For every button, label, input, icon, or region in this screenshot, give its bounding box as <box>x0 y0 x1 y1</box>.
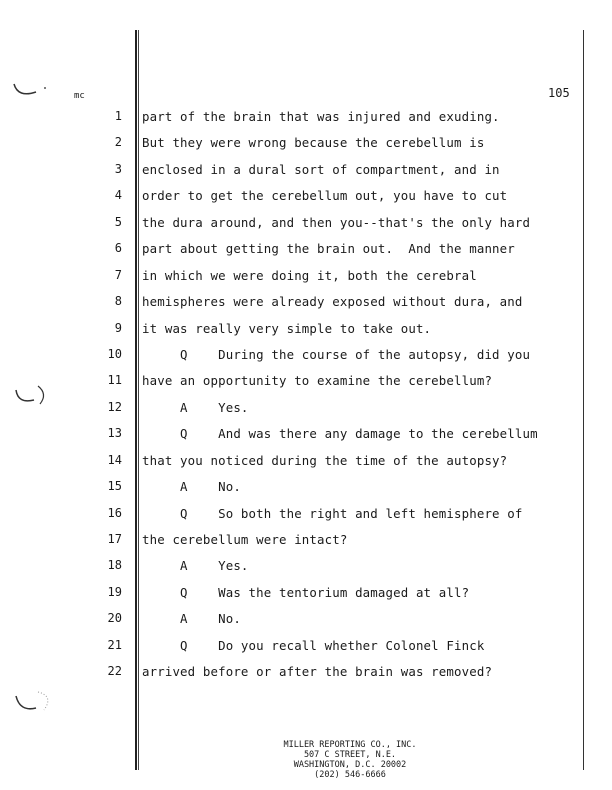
line-number: 19 <box>107 584 122 599</box>
transcript-line <box>0 212 612 238</box>
line-number: 12 <box>107 399 122 414</box>
transcript-line <box>0 423 612 449</box>
reporter-footer <box>200 740 500 780</box>
transcript-line <box>0 370 612 396</box>
line-text: Q And was there any damage to the cerebellum <box>142 426 538 442</box>
footer-street: 507 C STREET, N.E. <box>303 750 397 760</box>
line-text: order to get the cerebellum out, you have to cut <box>142 188 508 204</box>
transcript-body <box>0 106 612 688</box>
line-number: 8 <box>114 294 122 309</box>
line-number: 2 <box>114 135 122 150</box>
line-number: 18 <box>107 558 122 573</box>
line-text: have an opportunity to examine the cerebellum? <box>142 373 493 389</box>
transcript-line <box>0 450 612 476</box>
line-text: A No. <box>142 479 241 495</box>
line-text: A No. <box>142 611 241 627</box>
transcript-line <box>0 635 612 661</box>
line-number: 6 <box>114 241 122 256</box>
reporter-initials: mc <box>74 91 85 101</box>
line-text: it was really very simple to take out. <box>142 320 432 336</box>
line-text: But they were wrong because the cerebellum is <box>142 135 485 151</box>
line-number: 16 <box>107 505 122 520</box>
line-number: 9 <box>114 320 122 335</box>
line-text: Q Do you recall whether Colonel Finck <box>142 637 485 653</box>
punch-hole-mark-top <box>10 78 50 102</box>
transcript-line <box>0 555 612 581</box>
line-number: 7 <box>114 267 122 282</box>
line-text: part about getting the brain out. And the manner <box>142 241 515 257</box>
line-number: 5 <box>114 214 122 229</box>
line-text: arrived before or after the brain was removed? <box>142 664 493 680</box>
line-number: 1 <box>114 109 122 123</box>
page-number: 105 <box>548 86 570 100</box>
transcript-line <box>0 661 612 687</box>
transcript-line <box>0 291 612 317</box>
line-number: 4 <box>114 188 122 203</box>
line-number: 14 <box>107 452 122 467</box>
transcript-line <box>0 529 612 555</box>
line-text: enclosed in a dural sort of compartment, and in <box>142 161 500 177</box>
line-number: 20 <box>107 611 122 626</box>
punch-hole-mark-bottom <box>10 686 56 716</box>
footer-phone: (202) 546-6666 <box>314 770 386 780</box>
line-text: part of the brain that was injured and exuding. <box>142 109 500 124</box>
line-text: Q So both the right and left hemisphere of <box>142 505 523 521</box>
line-number: 3 <box>114 161 122 176</box>
line-text: hemispheres were already exposed without dura, and <box>142 294 523 310</box>
line-number: 17 <box>107 532 122 546</box>
line-number: 21 <box>107 637 122 652</box>
line-text: Q Was the tentorium damaged at all? <box>142 584 470 600</box>
transcript-line <box>0 344 612 370</box>
transcript-line <box>0 238 612 264</box>
transcript-line <box>0 265 612 291</box>
footer-company: MILLER REPORTING CO., INC. <box>283 740 417 750</box>
line-number: 10 <box>107 346 122 361</box>
line-number: 15 <box>107 479 122 494</box>
transcript-line <box>0 503 612 529</box>
line-text: A Yes. <box>142 558 249 574</box>
transcript-line <box>0 318 612 344</box>
line-text: A Yes. <box>142 399 249 415</box>
transcript-line <box>0 159 612 185</box>
line-number: 13 <box>107 426 122 441</box>
line-number: 11 <box>107 373 122 388</box>
line-text: the dura around, and then you--that's the only hard <box>142 214 531 230</box>
transcript-line <box>0 476 612 502</box>
line-text: Q During the course of the autopsy, did you <box>142 346 531 362</box>
line-text: the cerebellum were intact? <box>142 532 348 547</box>
transcript-line <box>0 608 612 634</box>
transcript-line <box>0 397 612 423</box>
transcript-line <box>0 132 612 158</box>
transcript-line <box>0 185 612 211</box>
footer-city: WASHINGTON, D.C. 20002 <box>293 760 407 770</box>
transcript-line <box>0 106 612 132</box>
line-text: that you noticed during the time of the autopsy? <box>142 452 508 468</box>
line-number: 22 <box>107 664 122 679</box>
line-text: in which we were doing it, both the cerebral <box>142 267 477 283</box>
transcript-line <box>0 582 612 608</box>
